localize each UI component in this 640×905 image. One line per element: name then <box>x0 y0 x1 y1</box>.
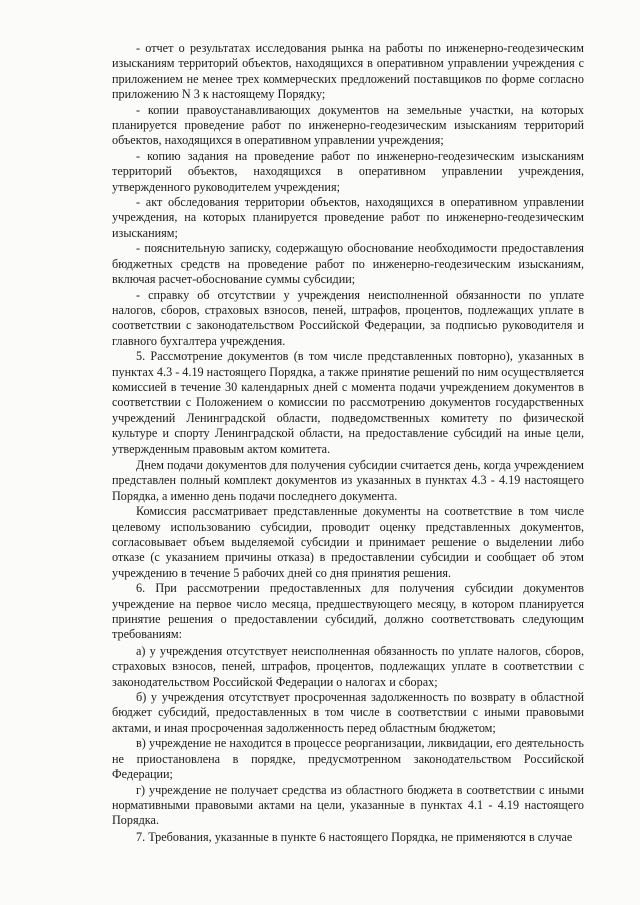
paragraph-item-5: 5. Рассмотрение документов (в том числе представленных повторно), указанных в пунктах 4.3 - 4.19 настоящего Порядка, а также принятие решений по ним осуществляется комиссией в течение 30 календарных дней с момента подачи учреждением документов в соответствии с Положением о комиссии по рассмотрению документов государственных учреждений Ленинградской области, подведомственных комитету по физической культуре и спорту Ленинградской области, на предоставление субсидий на иные цели, утвержденным правовым актом комитета. <box>112 349 585 456</box>
document-body <box>112 41 584 845</box>
paragraph-inspection-act: - акт обследования территории объектов, находящихся в оперативном управлении учреждения, на которых планируется проведение работ по инженерно-геодезическим изысканиям; <box>112 195 584 240</box>
paragraph-item-7: 7. Требования, указанные в пункте 6 настоящего Порядка, не применяются в случае <box>136 829 573 844</box>
paragraph-commission-review: Комиссия рассматривает представленные документы на соответствие в том числе целевому использованию субсидии, проводит оценку представленных документов, согласовывает объем выделяемой субсидии и принимает решение о выделении либо отказе (с указанием причины отказа) в предоставлении субсидии и сообщает об этом учреждению в течение 5 рабочих дней со дня принятия решения. <box>112 504 584 580</box>
paragraph-land-documents: - копии правоустанавливающих документов на земельные участки, на которых планируется проведение работ по инженерно-геодезическим изысканиям территорий объектов, находящихся в оперативном управлении учреждения; <box>112 102 584 148</box>
paragraph-item-6: 6. При рассмотрении предоставленных для получения субсидии документов учреждение на первое число месяца, предшествующего месяцу, в котором планируется принятие решения о предоставлении субсидий, должно соответствовать следующим требованиям: <box>112 581 584 642</box>
paragraph-work-assignment: - копию задания на проведение работ по инженерно-геодезическим изысканиям территорий объектов, находящихся в оперативном управлении учреждения, утвержденного руководителем учреждения; <box>112 148 584 194</box>
paragraph-explanatory-note: - пояснительную записку, содержащую обоснование необходимости предоставления бюджетных средств на проведение работ по инженерно-геодезическим изысканиям, включая расчет-обоснование суммы субсидии; <box>112 241 584 287</box>
paragraph-requirement-g: г) учреждение не получает средства из областного бюджета в соответствии с иными нормативными правовыми актами на цели, указанные в пунктах 4.1 - 4.19 настоящего Порядка. <box>112 782 584 828</box>
paragraph-tax-certificate: - справку об отсутствии у учреждения неисполненной обязанности по уплате налогов, сборов, страховых взносов, пеней, штрафов, процентов, подлежащих уплате в соответствии с законодательством Российской Федерации, за подписью руководителя и главного бухгалтера учреждения. <box>112 287 584 348</box>
paragraph-requirement-b: б) у учреждения отсутствует просроченная задолженность по возврату в областной бюджет субсидий, предоставленных в том числе в соответствии с иными правовыми актами, и иная просроченная задолженность перед областным бюджетом; <box>112 690 584 735</box>
paragraph-submission-day: Днем подачи документов для получения субсидии считается день, когда учреждением представлен полный комплект документов из указанных в пунктах 4.3 - 4.19 настоящего Порядка, а именно день подачи последнего документа. <box>112 457 584 503</box>
paragraph-requirement-a: а) у учреждения отсутствует неисполненная обязанность по уплате налогов, сборов, страховых взносов, пеней, штрафов, процентов, подлежащих уплате в соответствии с законодательством Российской Федерации о налогах и сборах; <box>112 643 584 689</box>
paragraph-requirement-v: в) учреждение не находится в процессе реорганизации, ликвидации, его деятельность не приостановлена в порядке, предусмотренном законодательством Российской Федерации; <box>112 736 584 782</box>
paragraph-market-report: - отчет о результатах исследования рынка на работы по инженерно-геодезическим изысканиям территорий объектов, находящихся в оперативном управлении учреждения с приложением не менее трех коммерческих предложений поставщиков по форме согласно приложению N 3 к настоящему Порядку; <box>112 41 584 102</box>
